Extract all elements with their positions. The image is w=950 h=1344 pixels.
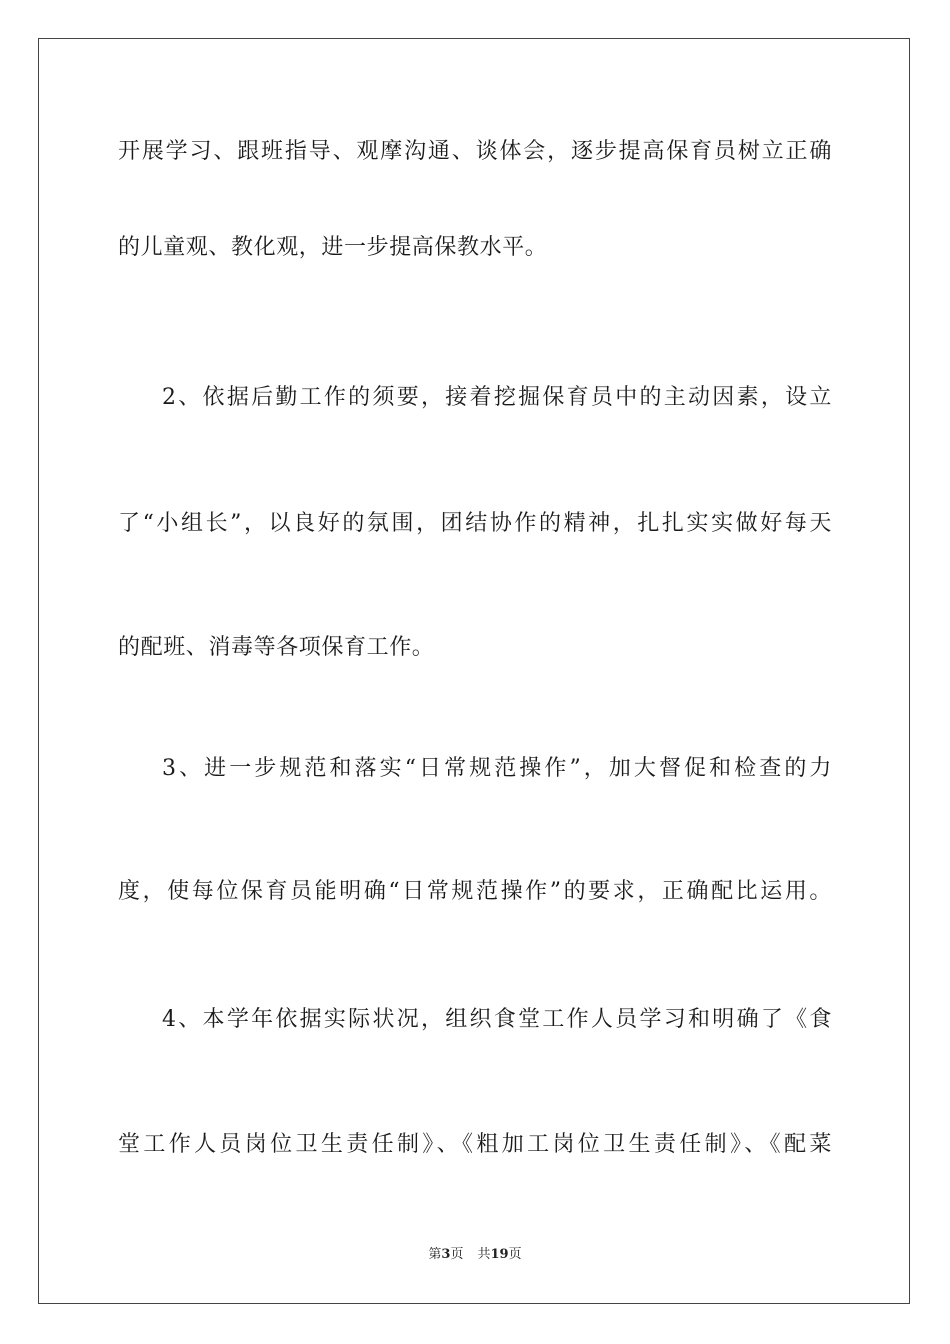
total-label-suffix: 页	[508, 1247, 522, 1262]
body-text-line-1: 开展学习、跟班指导、观摩沟通、谈体会，逐步提高保育员树立正确	[118, 139, 832, 164]
page-label-suffix: 页	[450, 1247, 464, 1262]
paragraph-3-line-1	[118, 754, 832, 784]
page-number: 3	[441, 1247, 451, 1262]
body-text-line-4: 了“小组长”，以良好的氛围，团结协作的精神，扎扎实实做好每天	[118, 511, 832, 536]
body-text-line-5: 的配班、消毒等各项保育工作。	[118, 635, 435, 660]
body-text-line-7: 度，使每位保育员能明确“日常规范操作”的要求，正确配比运用。	[118, 879, 832, 904]
paragraph-3-text-1: 3、进一步规范和落实“日常规范操作”，加大督促和检查的力	[162, 756, 832, 781]
total-pages: 19	[490, 1247, 509, 1262]
page-frame	[38, 38, 910, 1304]
total-label-prefix: 共	[477, 1247, 491, 1262]
body-text-line-2: 的儿童观、教化观，进一步提高保教水平。	[118, 235, 548, 260]
page-label-prefix: 第	[428, 1247, 442, 1262]
paragraph-2-text-1: 2、依据后勤工作的须要，接着挖掘保育员中的主动因素，设立	[162, 385, 832, 410]
paragraph-2-line-1	[118, 383, 832, 413]
body-text-line-9: 堂工作人员岗位卫生责任制》、《粗加工岗位卫生责任制》、《配菜	[118, 1132, 832, 1157]
paragraph-4-text-1: 4、本学年依据实际状况，组织食堂工作人员学习和明确了《食	[162, 1007, 832, 1032]
paragraph-4-line-1	[118, 1005, 832, 1035]
page-footer	[0, 1246, 950, 1264]
